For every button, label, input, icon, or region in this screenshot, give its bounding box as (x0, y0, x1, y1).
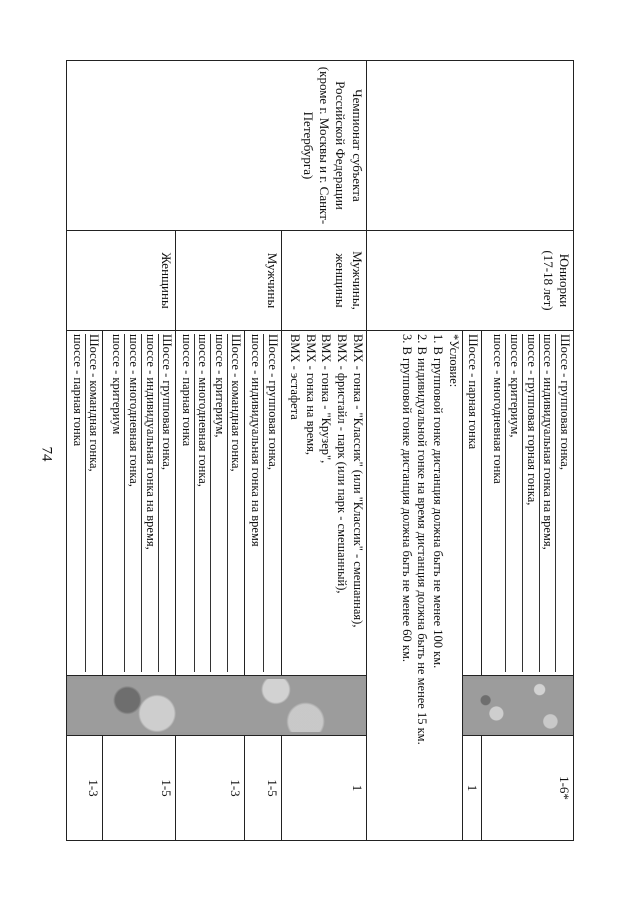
redaction-texture (464, 679, 572, 732)
discipline-line: Шоссе - групповая гонка, (263, 334, 280, 672)
discipline-line: Шоссе - групповая гонка, (158, 334, 175, 672)
discipline-line: шоссе - многодневная гонка, (124, 334, 141, 672)
places-cell: 1-3 (67, 736, 103, 841)
discipline-line: BMX - гонка - "Классик" (или "Классик" - смешанная), (350, 334, 365, 628)
discipline-line: шоссе - групповая горная гонка, (522, 334, 539, 672)
discipline-line: шоссе - многодневная гонка (491, 334, 506, 484)
redacted-cell (67, 676, 367, 736)
places-cell: 1-5 (103, 736, 176, 841)
discipline-line: шоссе - критериум, (210, 334, 227, 672)
disciplines-cell (281, 331, 366, 676)
page-number: 74 (38, 446, 55, 462)
discipline-line: шоссе - парная гонка (179, 334, 194, 447)
discipline-line: BMX - фристайл - парк (или парк - смешанный), (335, 334, 350, 594)
discipline-line: шоссе - критериум, (506, 334, 523, 672)
redacted-cell (462, 676, 573, 736)
discipline-line: шоссе - парная гонка (70, 334, 85, 447)
group-cell: Мужчины, женщины (281, 231, 366, 331)
discipline-line: Шоссе - парная гонка (466, 334, 481, 450)
discipline-line: Шоссе - командная гонка, (227, 334, 244, 672)
condition-line: 3. В групповой гонке дистанция должна быть не менее 60 км. (399, 334, 414, 663)
discipline-line: шоссе - многодневная гонка, (194, 334, 211, 672)
discipline-line: BMX - эстафета (288, 334, 303, 420)
discipline-line: Шоссе - групповая гонка, (555, 334, 572, 672)
disciplines-cell (103, 331, 176, 676)
table-row (482, 61, 574, 841)
discipline-line: шоссе - критериум (110, 334, 125, 435)
condition-line: 1. В групповой гонке дистанция должна быть не менее 100 км. (431, 334, 445, 669)
event-cell-empty (366, 61, 573, 231)
discipline-line: шоссе - индивидуальная гонка на время, (141, 334, 158, 672)
disciplines-cell (245, 331, 281, 676)
event-cell: Чемпионат субъекта Российской Федерации (кроме г. Москвы и г. Санкт-Петербурга) (67, 61, 367, 231)
group-cell-juniors (366, 231, 573, 331)
places-cell: 1-6* (482, 736, 574, 841)
disciplines-cell (67, 331, 103, 676)
group-cell: Женщины (67, 231, 176, 331)
conditions-cell (366, 331, 462, 841)
discipline-line: шоссе - индивидуальная гонка на время, (539, 334, 556, 672)
discipline-line: BMX - гонка на время, (303, 334, 318, 456)
group-age-label: (17-18 лет) (540, 250, 556, 311)
condition-line: *Условие: (446, 334, 461, 388)
places-cell: 1-3 (176, 736, 245, 841)
group-cell: Мужчины (176, 231, 282, 331)
discipline-line: BMX - гонка - "Крузер", (319, 334, 334, 464)
table-row (281, 61, 366, 841)
redaction-texture (68, 679, 365, 732)
disciplines-cell (462, 331, 481, 676)
disciplines-cell (482, 331, 574, 676)
group-label: Юниорки (557, 253, 572, 308)
places-cell: 1-5 (245, 736, 281, 841)
places-cell: 1 (281, 736, 366, 841)
discipline-line: Шоссе - командная гонка, (85, 334, 102, 672)
qualification-table (66, 60, 574, 841)
disciplines-cell (176, 331, 245, 676)
discipline-line: шоссе - индивидуальная гонка на время (249, 334, 264, 547)
rotated-table-container (66, 60, 574, 840)
places-cell: 1 (462, 736, 481, 841)
condition-line: 2. В индивидуальной гонке на время дистанция должна быть не менее 15 км. (415, 334, 430, 745)
